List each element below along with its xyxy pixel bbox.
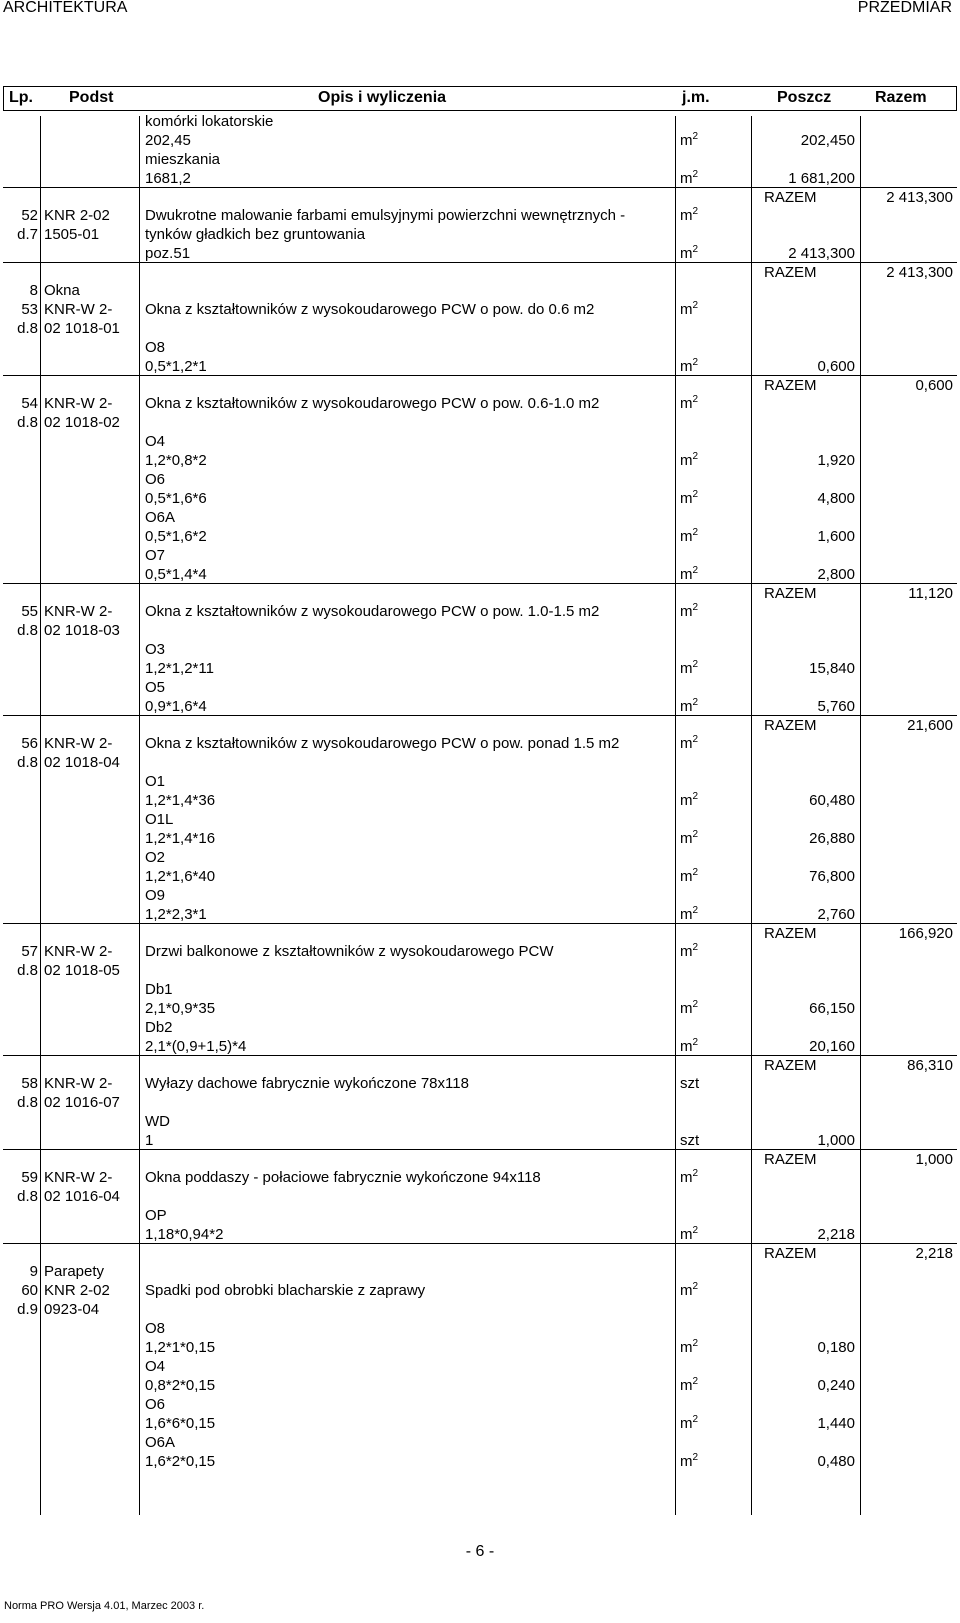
- calc-value: 2 413,300: [788, 245, 855, 262]
- basis-code: 0923-04: [44, 1301, 100, 1318]
- calc-value: 0,180: [817, 1339, 855, 1356]
- calc-formula: 0,5*1,4*4: [145, 566, 207, 583]
- przedmiar-table: [3, 0, 957, 1515]
- unit: $m^2$: [680, 394, 699, 412]
- unit: $m^2$: [680, 1338, 699, 1356]
- calc-formula: 1681,2: [145, 170, 191, 187]
- col-header-poszcz: Poszcz: [777, 89, 832, 106]
- basis-code: KNR-W 2-: [44, 301, 113, 318]
- calc-formula: 0,8*2*0,15: [145, 1377, 216, 1394]
- item-description: Dwukrotne malowanie farbami emulsyjnymi powierzchni wewnętrznych -: [145, 207, 626, 224]
- calc-formula: 2,1*0,9*35: [145, 1000, 216, 1017]
- position-number: 53: [21, 301, 38, 318]
- section-number: 9: [29, 1263, 38, 1280]
- chapter-ref: d.8: [17, 754, 38, 771]
- page-number: - 6 -: [465, 1543, 495, 1560]
- calc-formula: 1,6*6*0,15: [145, 1415, 216, 1432]
- chapter-ref: d.8: [17, 962, 38, 979]
- razem-label: RAZEM: [764, 189, 817, 206]
- razem-value: 86,310: [907, 1057, 953, 1074]
- chapter-ref: d.7: [17, 226, 38, 243]
- unit: szt: [680, 1075, 700, 1092]
- position-number: 59: [21, 1169, 38, 1186]
- chapter-ref: d.8: [17, 1094, 38, 1111]
- document-type: PRZEDMIAR: [857, 0, 952, 16]
- section-number: 8: [29, 282, 38, 299]
- unit: $m^2$: [680, 300, 699, 318]
- position-number: 55: [21, 603, 38, 620]
- calc-formula: 0,5*1,6*6: [145, 490, 207, 507]
- item-description: Okna z kształtowników z wysokoudarowego PCW o pow. 1.0-1.5 m2: [145, 603, 600, 620]
- calc-formula: 1,2*1*0,15: [145, 1339, 216, 1356]
- basis-code: 02 1016-07: [44, 1094, 120, 1111]
- razem-label: RAZEM: [764, 585, 817, 602]
- calc-value: 1,600: [817, 528, 855, 545]
- calc-formula: 1,2*1,6*40: [145, 868, 216, 885]
- unit: $m^2$: [680, 791, 699, 809]
- calc-formula: 0,9*1,6*4: [145, 698, 207, 715]
- unit: $m^2$: [680, 867, 699, 885]
- calc-formula: 1,2*0,8*2: [145, 452, 207, 469]
- basis-code: KNR-W 2-: [44, 603, 113, 620]
- header-bottom-border: [3, 110, 957, 111]
- calc-value: 0,480: [817, 1453, 855, 1470]
- col-header-podst: Podst: [69, 89, 114, 106]
- section-title: Okna: [44, 282, 80, 299]
- col-separator: [675, 116, 676, 1515]
- unit: $m^2$: [680, 1452, 699, 1470]
- calc-label: O7: [145, 547, 166, 564]
- calc-formula: 2,1*(0,9+1,5)*4: [145, 1038, 247, 1055]
- calc-label: WD: [145, 1113, 170, 1130]
- section-title: Parapety: [44, 1263, 105, 1280]
- razem-label: RAZEM: [764, 264, 817, 281]
- unit: szt: [680, 1132, 700, 1149]
- col-header-opis: Opis i wyliczenia: [318, 89, 447, 106]
- basis-code: 02 1018-03: [44, 622, 120, 639]
- basis-code: KNR-W 2-: [44, 735, 113, 752]
- position-number: 56: [21, 735, 38, 752]
- calc-value: 20,160: [809, 1038, 855, 1055]
- calc-formula: 202,45: [145, 132, 191, 149]
- basis-code: KNR 2-02: [44, 1282, 110, 1299]
- unit: $m^2$: [680, 942, 699, 960]
- calc-value: 1,920: [817, 452, 855, 469]
- razem-label: RAZEM: [764, 1245, 817, 1262]
- razem-value: 1,000: [915, 1151, 953, 1168]
- razem-label: RAZEM: [764, 925, 817, 942]
- calc-formula: 1,2*1,4*16: [145, 830, 216, 847]
- unit: $m^2$: [680, 489, 699, 507]
- calc-value: 0,600: [817, 358, 855, 375]
- razem-value: 21,600: [907, 717, 953, 734]
- calc-value: 15,840: [809, 660, 855, 677]
- calc-value: 2,218: [817, 1226, 855, 1243]
- calc-value: 0,240: [817, 1377, 855, 1394]
- calc-formula: 1,18*0,94*2: [145, 1226, 224, 1243]
- calc-label: O6A: [145, 509, 176, 526]
- unit: $m^2$: [680, 451, 699, 469]
- calc-label: Db2: [145, 1019, 173, 1036]
- basis-code: 02 1018-04: [44, 754, 120, 771]
- calc-formula: 1: [145, 1132, 154, 1149]
- unit: $m^2$: [680, 169, 699, 187]
- razem-label: RAZEM: [764, 1057, 817, 1074]
- item-description: tynków gładkich bez gruntowania: [145, 226, 366, 243]
- calc-value: 26,880: [809, 830, 855, 847]
- basis-code: KNR 2-02: [44, 207, 110, 224]
- unit: $m^2$: [680, 905, 699, 923]
- item-description: Okna z kształtowników z wysokoudarowego PCW o pow. 0.6-1.0 m2: [145, 395, 600, 412]
- calc-value: 1,000: [817, 1132, 855, 1149]
- unit: $m^2$: [680, 734, 699, 752]
- item-description: Okna z kształtowników z wysokoudarowego PCW o pow. ponad 1.5 m2: [145, 735, 620, 752]
- calc-value: 202,450: [800, 132, 855, 149]
- unit: $m^2$: [680, 1225, 699, 1243]
- calc-label: Db1: [145, 981, 173, 998]
- chapter-ref: d.8: [17, 414, 38, 431]
- razem-value: 11,120: [908, 585, 953, 602]
- calc-formula: 1,2*1,2*11: [145, 660, 214, 677]
- calc-formula: poz.51: [145, 245, 191, 262]
- basis-code: 02 1018-02: [44, 414, 120, 431]
- calc-value: 60,480: [809, 792, 855, 809]
- basis-code: KNR-W 2-: [44, 1075, 113, 1092]
- calc-value: 2,800: [817, 566, 855, 583]
- col-header-razem: Razem: [875, 89, 927, 106]
- razem-label: RAZEM: [764, 717, 817, 734]
- col-header-lp: Lp.: [9, 89, 33, 106]
- chapter-ref: d.8: [17, 622, 38, 639]
- header-right-border: [956, 86, 957, 111]
- razem-value: 0,600: [915, 377, 953, 394]
- basis-code: KNR-W 2-: [44, 395, 113, 412]
- item-description: Okna poddaszy - połaciowe fabrycznie wykończone 94x118: [145, 1169, 541, 1186]
- calc-label: O5: [145, 679, 166, 696]
- unit: $m^2$: [680, 131, 699, 149]
- position-number: 58: [21, 1075, 38, 1092]
- unit: $m^2$: [680, 659, 699, 677]
- calc-value: 4,800: [817, 490, 855, 507]
- unit: $m^2$: [680, 206, 699, 224]
- unit: $m^2$: [680, 527, 699, 545]
- col-separator: [139, 116, 140, 1515]
- software-version: Norma PRO Wersja 4.01, Marzec 2003 r.: [4, 1600, 205, 1612]
- razem-value: 2,218: [915, 1245, 953, 1262]
- item-description: Okna z kształtowników z wysokoudarowego PCW o pow. do 0.6 m2: [145, 301, 595, 318]
- razem-value: 2 413,300: [886, 264, 953, 281]
- basis-code: 02 1018-01: [44, 320, 120, 337]
- calc-label: O6A: [145, 1434, 176, 1451]
- calc-label: O3: [145, 641, 166, 658]
- position-number: 60: [21, 1282, 38, 1299]
- unit: $m^2$: [680, 999, 699, 1017]
- calc-formula: 0,5*1,2*1: [145, 358, 207, 375]
- chapter-ref: d.9: [17, 1301, 38, 1318]
- calc-label: komórki lokatorskie: [145, 113, 274, 130]
- calc-formula: 1,2*2,3*1: [145, 906, 207, 923]
- razem-value: 166,920: [898, 925, 953, 942]
- calc-label: O6: [145, 471, 166, 488]
- basis-code: 1505-01: [44, 226, 100, 243]
- calc-label: O9: [145, 887, 166, 904]
- calc-label: mieszkania: [145, 151, 221, 168]
- table-top-border: [3, 86, 957, 87]
- unit: $m^2$: [680, 829, 699, 847]
- calc-formula: 1,6*2*0,15: [145, 1453, 216, 1470]
- document-category: ARCHITEKTURA: [3, 0, 128, 16]
- position-number: 52: [21, 207, 38, 224]
- calc-label: OP: [145, 1207, 167, 1224]
- basis-code: KNR-W 2-: [44, 1169, 113, 1186]
- unit: $m^2$: [680, 1168, 699, 1186]
- basis-code: 02 1018-05: [44, 962, 120, 979]
- item-description: Spadki pod obrobki blacharskie z zaprawy: [145, 1282, 426, 1299]
- chapter-ref: d.8: [17, 320, 38, 337]
- calc-value: 5,760: [817, 698, 855, 715]
- calc-label: O4: [145, 1358, 166, 1375]
- razem-label: RAZEM: [764, 377, 817, 394]
- position-number: 57: [21, 943, 38, 960]
- col-separator: [860, 116, 861, 1515]
- calc-value: 2,760: [817, 906, 855, 923]
- unit: $m^2$: [680, 565, 699, 583]
- unit: $m^2$: [680, 1037, 699, 1055]
- razem-value: 2 413,300: [886, 189, 953, 206]
- position-number: 54: [21, 395, 38, 412]
- unit: $m^2$: [680, 697, 699, 715]
- calc-value: 1,440: [817, 1415, 855, 1432]
- calc-label: O8: [145, 1320, 166, 1337]
- calc-label: O6: [145, 1396, 166, 1413]
- item-description: Drzwi balkonowe z kształtowników z wysokoudarowego PCW: [145, 943, 554, 960]
- calc-value: 76,800: [809, 868, 855, 885]
- unit: $m^2$: [680, 1281, 699, 1299]
- unit: $m^2$: [680, 357, 699, 375]
- header-left-border: [3, 86, 4, 111]
- basis-code: KNR-W 2-: [44, 943, 113, 960]
- unit: $m^2$: [680, 602, 699, 620]
- calc-label: O8: [145, 339, 166, 356]
- unit: $m^2$: [680, 1376, 699, 1394]
- col-separator: [751, 116, 752, 1515]
- chapter-ref: d.8: [17, 1188, 38, 1205]
- calc-label: O1L: [145, 811, 174, 828]
- calc-label: O1: [145, 773, 166, 790]
- calc-value: 66,150: [809, 1000, 855, 1017]
- col-header-jm: j.m.: [682, 89, 710, 106]
- item-description: Wyłazy dachowe fabrycznie wykończone 78x118: [145, 1075, 469, 1092]
- calc-label: O4: [145, 433, 166, 450]
- unit: $m^2$: [680, 244, 699, 262]
- calc-value: 1 681,200: [788, 170, 855, 187]
- razem-label: RAZEM: [764, 1151, 817, 1168]
- col-separator: [40, 116, 41, 1515]
- calc-formula: 0,5*1,6*2: [145, 528, 207, 545]
- calc-formula: 1,2*1,4*36: [145, 792, 216, 809]
- calc-label: O2: [145, 849, 166, 866]
- basis-code: 02 1016-04: [44, 1188, 120, 1205]
- unit: $m^2$: [680, 1414, 699, 1432]
